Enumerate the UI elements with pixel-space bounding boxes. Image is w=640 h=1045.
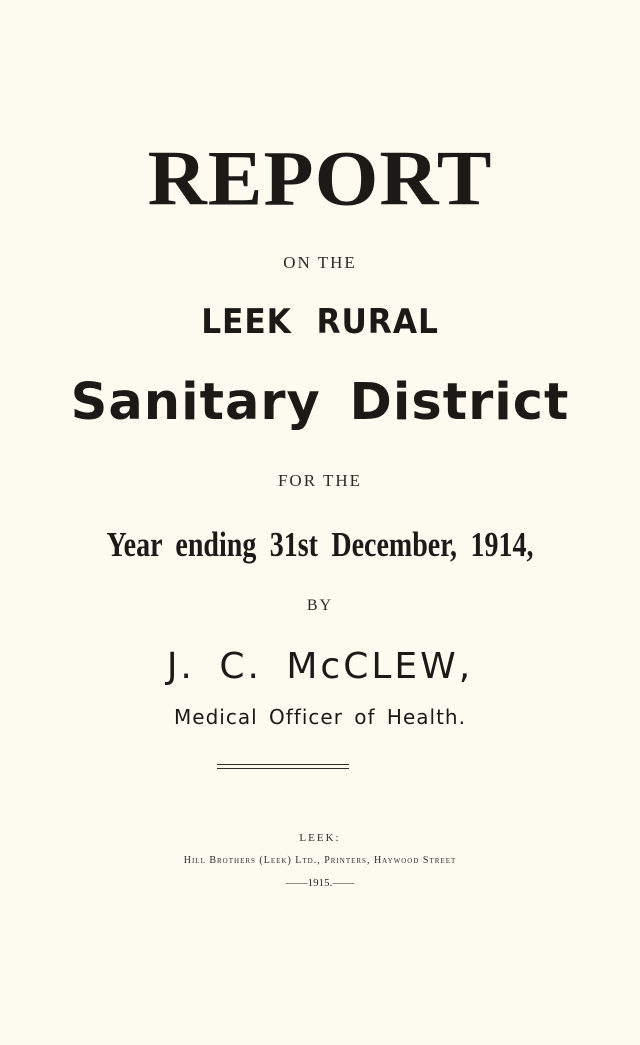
imprint-printers: Hill Brothers (Leek) Ltd., Printers, Haywood Street: [183, 855, 457, 866]
double-rule-bottom: [217, 768, 349, 769]
district-name: LEEK RURAL: [201, 302, 439, 342]
author-title: Medical Officer of Health.: [174, 705, 466, 729]
district-type: Sanitary District: [70, 373, 570, 432]
imprint-place: LEEK:: [299, 832, 341, 844]
by-text: BY: [306, 597, 334, 614]
report-period: Year ending 31st December, 1914,: [106, 525, 534, 564]
double-rule-top: [217, 764, 349, 765]
for-the-text: FOR THE: [277, 471, 363, 490]
author-name: J. C. McCLEW,: [166, 646, 474, 687]
imprint-year: ——1915.——: [285, 877, 355, 889]
on-the-text: ON THE: [283, 253, 357, 272]
report-heading: REPORT: [147, 135, 493, 222]
